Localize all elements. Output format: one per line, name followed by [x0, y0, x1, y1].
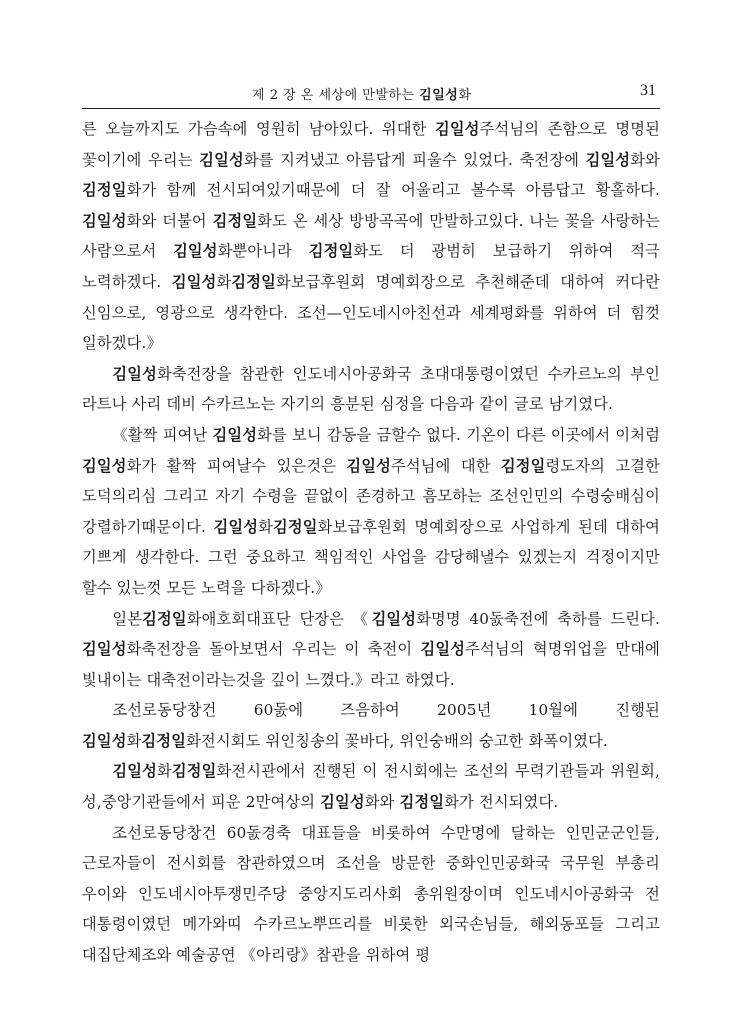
paragraph — [82, 695, 660, 756]
paragraph — [82, 818, 660, 971]
paragraph — [82, 420, 660, 604]
text-run: 화보급후원회 명예회장으로 추천해준데 대하여 커다란 신임으로, 영광으로 생각한다. 조선—인도네시아친선과 세계평화를 위하여 더 힘껏 일하겠다.》 — [82, 272, 660, 353]
running-title-chapter: 제 2 장 온 세상에 만발하는 — [252, 88, 420, 103]
leader-name: 김일성 — [212, 425, 258, 444]
paragraph — [82, 756, 660, 817]
leader-name: 김정일 — [212, 211, 258, 230]
text-run: 화가 전시되였다. — [444, 793, 559, 812]
text-run: 화전시관에서 진행된 이 전시회에는 조선의 무력기관들과 위원회, 성,중앙기관들에서 피운 2만여상의 — [82, 762, 660, 812]
leader-name: 김일성 — [371, 609, 417, 628]
leader-name: 김정일 — [141, 731, 187, 750]
text-run: 《활짝 피여난 — [112, 425, 213, 444]
leader-name: 김일성 — [82, 456, 127, 475]
leader-name: 김정일 — [273, 517, 318, 536]
leader-name: 김정일 — [399, 793, 445, 812]
paragraph — [82, 604, 660, 696]
text-run: 일본 — [112, 609, 143, 628]
leader-name: 김일성 — [346, 456, 392, 475]
leader-name: 김일성 — [112, 762, 158, 781]
text-run: 조선로동당창건 60돐에 즈음하여 2005년 10월에 진행된 — [112, 701, 660, 720]
leader-name: 김일성 — [199, 150, 244, 169]
text-run: 주석님의 혁명위업을 만대에 빛내이는 대축전이라는것을 깊이 느꼈다.》라고 하였다. — [82, 640, 660, 689]
text-run: 화가 함께 전시되여있기때문에 더 잘 어울리고 볼수록 아름답고 황홀하다. — [126, 181, 660, 200]
text-run: 화 — [216, 272, 232, 291]
text-run: 화를 지켜냈고 아름답게 피울수 있었다. 축전장에 — [243, 150, 586, 169]
text-run: 화축전장을 돌아보면서 우리는 이 축전이 — [126, 640, 421, 659]
text-run: 화도 더 광범히 보급하기 위하여 적극 노력하겠다. — [82, 242, 660, 291]
text-run: 화명명 40돐축전에 축하를 드린다. — [416, 609, 660, 628]
running-title-flower: 김일성 — [419, 88, 459, 103]
text-run: 화 — [126, 731, 142, 750]
text-run: 주석님의 존함으로 명명된 꽃이기에 우리는 — [82, 120, 660, 169]
paragraph — [82, 359, 660, 420]
paragraph — [82, 114, 660, 359]
text-run: 주석님에 대한 — [391, 456, 501, 475]
text-run: 화보급후원회 명예회장으로 사업하게 된데 대하여 기쁘게 생각한다. 그런 중요하고 책임적인 사업을 감당해낼수 있겠는지 걱정이지만 할수 있는껏 모든 노력을 다하겠다.》 — [82, 517, 660, 597]
leader-name: 김정일 — [231, 272, 276, 291]
text-run: 화축전장을 참관한 인도네시아공화국 초대대통령이였던 수카르노의 부인 라트나 사리 데비 수카르노는 자기의 흥분된 심정을 다음과 같이 글로 남기였다. — [82, 364, 660, 414]
text-run: 화 — [258, 517, 274, 536]
text-run: 화가 활짝 피여날수 있은것은 — [126, 456, 347, 475]
leader-name: 김정일 — [171, 762, 217, 781]
leader-name: 김정일 — [82, 181, 127, 200]
leader-name: 김일성 — [171, 272, 217, 291]
leader-name: 김일성 — [82, 211, 127, 230]
text-run: 화와 — [364, 793, 400, 812]
leader-name: 김일성 — [585, 150, 631, 169]
text-run: 른 오늘까지도 가슴속에 영원히 남아있다. 위대한 — [82, 120, 435, 138]
text-run: 화전시회도 위인칭송의 꽃바다, 위인숭배의 숭고한 화폭이였다. — [186, 731, 608, 750]
running-title-suffix: 화 — [458, 88, 472, 103]
page-body — [82, 114, 660, 971]
leader-name: 김정일 — [308, 242, 354, 261]
text-run: 화와 — [630, 150, 660, 169]
leader-name: 김일성 — [213, 517, 259, 536]
text-run: 화 — [157, 762, 172, 781]
page-number: 31 — [640, 82, 656, 99]
text-run: 령도자의 고결한 도덕의리심 그리고 자기 수령을 끝없이 존경하고 흠모하는 조선인민의 수령숭배심이 강렬하기때문이다. — [82, 456, 660, 536]
leader-name: 김일성 — [420, 640, 466, 659]
leader-name: 김정일 — [500, 456, 546, 475]
page-header — [82, 78, 660, 109]
leader-name: 김일성 — [173, 242, 218, 261]
text-run: 화를 보니 감동을 금할수 없다. 기온이 다른 이곳에서 이처럼 — [257, 425, 660, 444]
leader-name: 김일성 — [82, 640, 127, 659]
text-run: 화애호회대표단 단장은 《 — [186, 609, 372, 628]
leader-name: 김일성 — [434, 120, 480, 138]
text-run: 화와 더불어 — [126, 211, 213, 230]
text-run: 조선로동당창건 60돐경축 대표들을 비롯하여 수만명에 달하는 인민군군인들, 근로자들이 전시회를 참관하였으며 조선을 방문한 중화인민공화국 국무원 부총리 우이와 인도네시아투쟁민주당 중앙지도리사회 총위원장이며 인도네시아공화국 전 대통령이였던 메가와띠 수카르노뿌뜨리를 비롯한 외국손님들, 해외동포들 그리고 대집단체조와 예술공연 《아리랑》참관을 위하여 평 — [82, 823, 660, 965]
text-run: 화도 온 세상 방방곡곡에 만발하고있다. 나는 꽃을 사랑하는 사람으로서 — [82, 211, 660, 261]
text-run: 화뿐아니라 — [217, 242, 309, 261]
leader-name: 김정일 — [142, 609, 187, 628]
leader-name: 김일성 — [82, 731, 127, 750]
leader-name: 김일성 — [112, 364, 158, 383]
running-title — [252, 84, 471, 103]
leader-name: 김일성 — [320, 793, 365, 812]
